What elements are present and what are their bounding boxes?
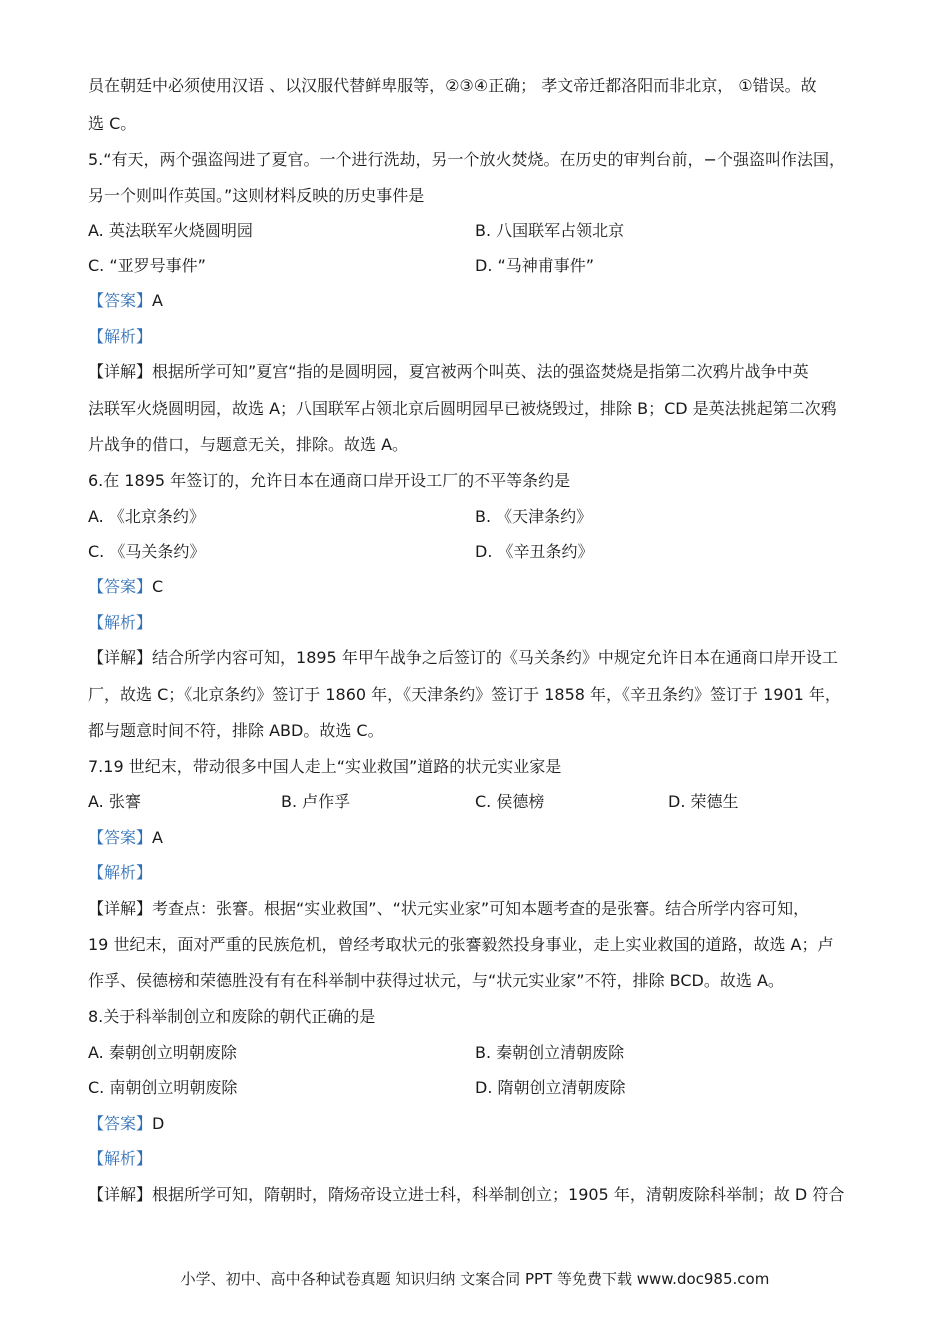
- q7-detail-1: [88, 898, 880, 920]
- q7-analysis-tag: [88, 862, 880, 884]
- q5-option-d: D. “马神甫事件”: [475, 256, 595, 275]
- detail-text: 结合所学内容可知，1895 年甲午战争之后签订的《马关条约》中规定允许日本在通商口岸开设工: [152, 648, 838, 667]
- q5-option-a: A. 英法联军火烧圆明园: [88, 221, 253, 240]
- q6-option-c: C. 《马关条约》: [88, 542, 206, 561]
- q8-option-c: C. 南朝创立明朝废除: [88, 1078, 238, 1097]
- q8-answer: [88, 1113, 880, 1135]
- q5-option-b: B. 八国联军占领北京: [475, 221, 625, 240]
- q7-detail-2: 19 世纪末，面对严重的民族危机，曾经考取状元的张謇毅然投身事业，走上实业救国的道路，故选 A；卢: [88, 935, 834, 954]
- q5-detail-3: 片战争的借口，与题意无关，排除。故选 A。: [88, 435, 409, 454]
- q8-option-a: A. 秦朝创立明朝废除: [88, 1043, 237, 1062]
- q7-option-b: B. 卢作孚: [281, 792, 351, 811]
- q6-detail-3: 都与题意时间不符，排除 ABD。故选 C。: [88, 721, 384, 740]
- q5-detail-1: [88, 361, 880, 383]
- answer-tag: 【答案】: [88, 291, 153, 310]
- detail-text: 根据所学可知，隋朝时，隋炀帝设立进士科，科举制创立；1905 年，清朝废除科举制；故 D 符合: [152, 1185, 845, 1204]
- analysis-tag: 【解析】: [88, 327, 153, 346]
- q6-answer: [88, 576, 880, 598]
- q7-option-d: D. 荣德生: [668, 792, 739, 811]
- q7-stem-1: 7.19 世纪末，带动很多中国人走上“实业救国”道路的状元实业家是: [88, 757, 562, 776]
- q7-answer: [88, 827, 880, 849]
- q5-detail-2: 法联军火烧圆明园，故选 A；八国联军占领北京后圆明园早已被烧毁过，排除 B；CD 是英法挑起第二次鸦: [88, 399, 837, 418]
- q6-option-a: A. 《北京条约》: [88, 507, 205, 526]
- q5-analysis-tag: [88, 326, 880, 348]
- intro-line-1: 员在朝廷中必须使用汉语 、以汉服代替鲜卑服等，②③④正确； 孝文帝迁都洛阳而非北京， ①错误。故: [88, 76, 817, 95]
- answer-value: D: [152, 1114, 165, 1133]
- q8-option-d: D. 隋朝创立清朝废除: [475, 1078, 626, 1097]
- q5-stem-1: 5.“有天，两个强盗闯进了夏官。一个进行洗劫，另一个放火焚烧。在历史的审判台前，−个强盗叫作法国，: [88, 150, 845, 169]
- q8-option-b: B. 秦朝创立清朝废除: [475, 1043, 625, 1062]
- answer-value: A: [152, 291, 163, 310]
- q6-option-d: D. 《辛丑条约》: [475, 542, 594, 561]
- detail-tag: 【详解】: [88, 899, 153, 918]
- analysis-tag: 【解析】: [88, 863, 153, 882]
- analysis-tag: 【解析】: [88, 1149, 153, 1168]
- answer-tag: 【答案】: [88, 1114, 153, 1133]
- q6-analysis-tag: [88, 612, 880, 634]
- page-footer: 小学、初中、高中各种试卷真题 知识归纳 文案合同 PPT 等免费下载 www.doc985.com: [180, 1270, 770, 1288]
- q6-option-b: B. 《天津条约》: [475, 507, 593, 526]
- answer-tag: 【答案】: [88, 828, 153, 847]
- answer-tag: 【答案】: [88, 577, 153, 596]
- answer-value: C: [152, 577, 164, 596]
- q5-answer: [88, 290, 880, 312]
- q8-stem-1: 8.关于科举制创立和废除的朝代正确的是: [88, 1007, 376, 1026]
- intro-line-2: 选 C。: [88, 114, 137, 133]
- q8-analysis-tag: [88, 1148, 880, 1170]
- detail-tag: 【详解】: [88, 362, 153, 381]
- q8-detail-1: [88, 1184, 880, 1206]
- q7-option-c: C. 侯德榜: [475, 792, 545, 811]
- answer-value: A: [152, 828, 163, 847]
- q6-detail-2: 厂，故选 C；《北京条约》签订于 1860 年，《天津条约》签订于 1858 年，《辛丑条约》签订于 1901 年，: [88, 685, 841, 704]
- detail-text: 考查点：张謇。根据“实业救国”、“状元实业家”可知本题考查的是张謇。结合所学内容可知，: [152, 899, 810, 918]
- q6-detail-1: [88, 647, 880, 669]
- q5-option-c: C. “亚罗号事件”: [88, 256, 206, 275]
- analysis-tag: 【解析】: [88, 613, 153, 632]
- q7-detail-3: 作孚、侯德榜和荣德胜没有有在科举制中获得过状元，与“状元实业家”不符，排除 BCD。故选 A。: [88, 971, 784, 990]
- detail-tag: 【详解】: [88, 648, 153, 667]
- q5-stem-2: 另一个则叫作英国。”这则材料反映的历史事件是: [88, 186, 425, 205]
- detail-tag: 【详解】: [88, 1185, 153, 1204]
- q6-stem-1: 6.在 1895 年签订的，允许日本在通商口岸开设工厂的不平等条约是: [88, 471, 571, 490]
- q7-option-a: A. 张謇: [88, 792, 141, 811]
- detail-text: 根据所学可知”夏宫“指的是圆明园，夏宫被两个叫英、法的强盗焚烧是指第二次鸦片战争中英: [152, 362, 809, 381]
